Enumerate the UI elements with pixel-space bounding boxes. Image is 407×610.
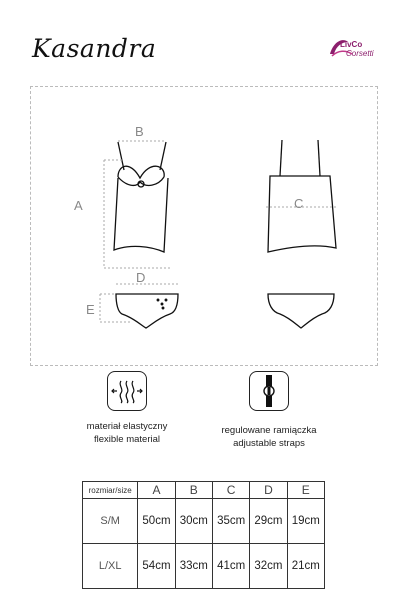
dimension-label-c: C — [294, 196, 304, 211]
brand-sub: Corsetti — [346, 49, 374, 58]
adjustable-straps-icon — [249, 371, 289, 411]
feature-label-en: flexible material — [94, 434, 160, 445]
table-cell: 41cm — [212, 544, 249, 589]
table-cell: 30cm — [175, 499, 212, 544]
strap-slider-icon — [250, 372, 288, 410]
flexible-material-icon — [107, 371, 147, 411]
table-cell: 50cm — [138, 499, 175, 544]
dimension-label-e: E — [86, 302, 95, 317]
column-header: A — [138, 482, 175, 499]
feature-label-pl: regulowane ramiączka — [221, 425, 317, 436]
table-row — [83, 544, 325, 589]
dimension-label-d: D — [136, 270, 146, 285]
brand-name: LivCo — [340, 40, 363, 49]
feature-label-en: adjustable straps — [233, 438, 305, 449]
column-header: B — [175, 482, 212, 499]
size-table-corner: rozmiar/size — [83, 482, 138, 499]
size-row-label: L/XL — [83, 544, 138, 589]
table-cell: 21cm — [287, 544, 324, 589]
size-table-header — [83, 482, 325, 499]
table-cell: 29cm — [250, 499, 287, 544]
table-cell: 33cm — [175, 544, 212, 589]
size-table — [82, 481, 325, 589]
dimension-label-a: A — [74, 198, 83, 213]
chemise-front-drawing — [114, 142, 168, 252]
dimension-lines — [100, 141, 336, 322]
panties-back-drawing — [268, 294, 334, 328]
panties-front-drawing — [116, 294, 178, 328]
feature-flexible-material — [60, 420, 194, 446]
size-row-label: S/M — [83, 499, 138, 544]
table-row — [83, 499, 325, 544]
column-header: D — [250, 482, 287, 499]
table-cell: 32cm — [250, 544, 287, 589]
table-cell: 54cm — [138, 544, 175, 589]
feature-adjustable-straps — [196, 424, 342, 450]
column-header: E — [287, 482, 324, 499]
feature-label-pl: materiał elastyczny — [86, 421, 168, 432]
column-header: C — [212, 482, 249, 499]
product-title: Kasandra — [32, 34, 157, 63]
table-cell: 35cm — [212, 499, 249, 544]
dimension-label-b: B — [135, 124, 144, 139]
wavy-stretch-icon — [108, 372, 146, 410]
table-cell: 19cm — [287, 499, 324, 544]
